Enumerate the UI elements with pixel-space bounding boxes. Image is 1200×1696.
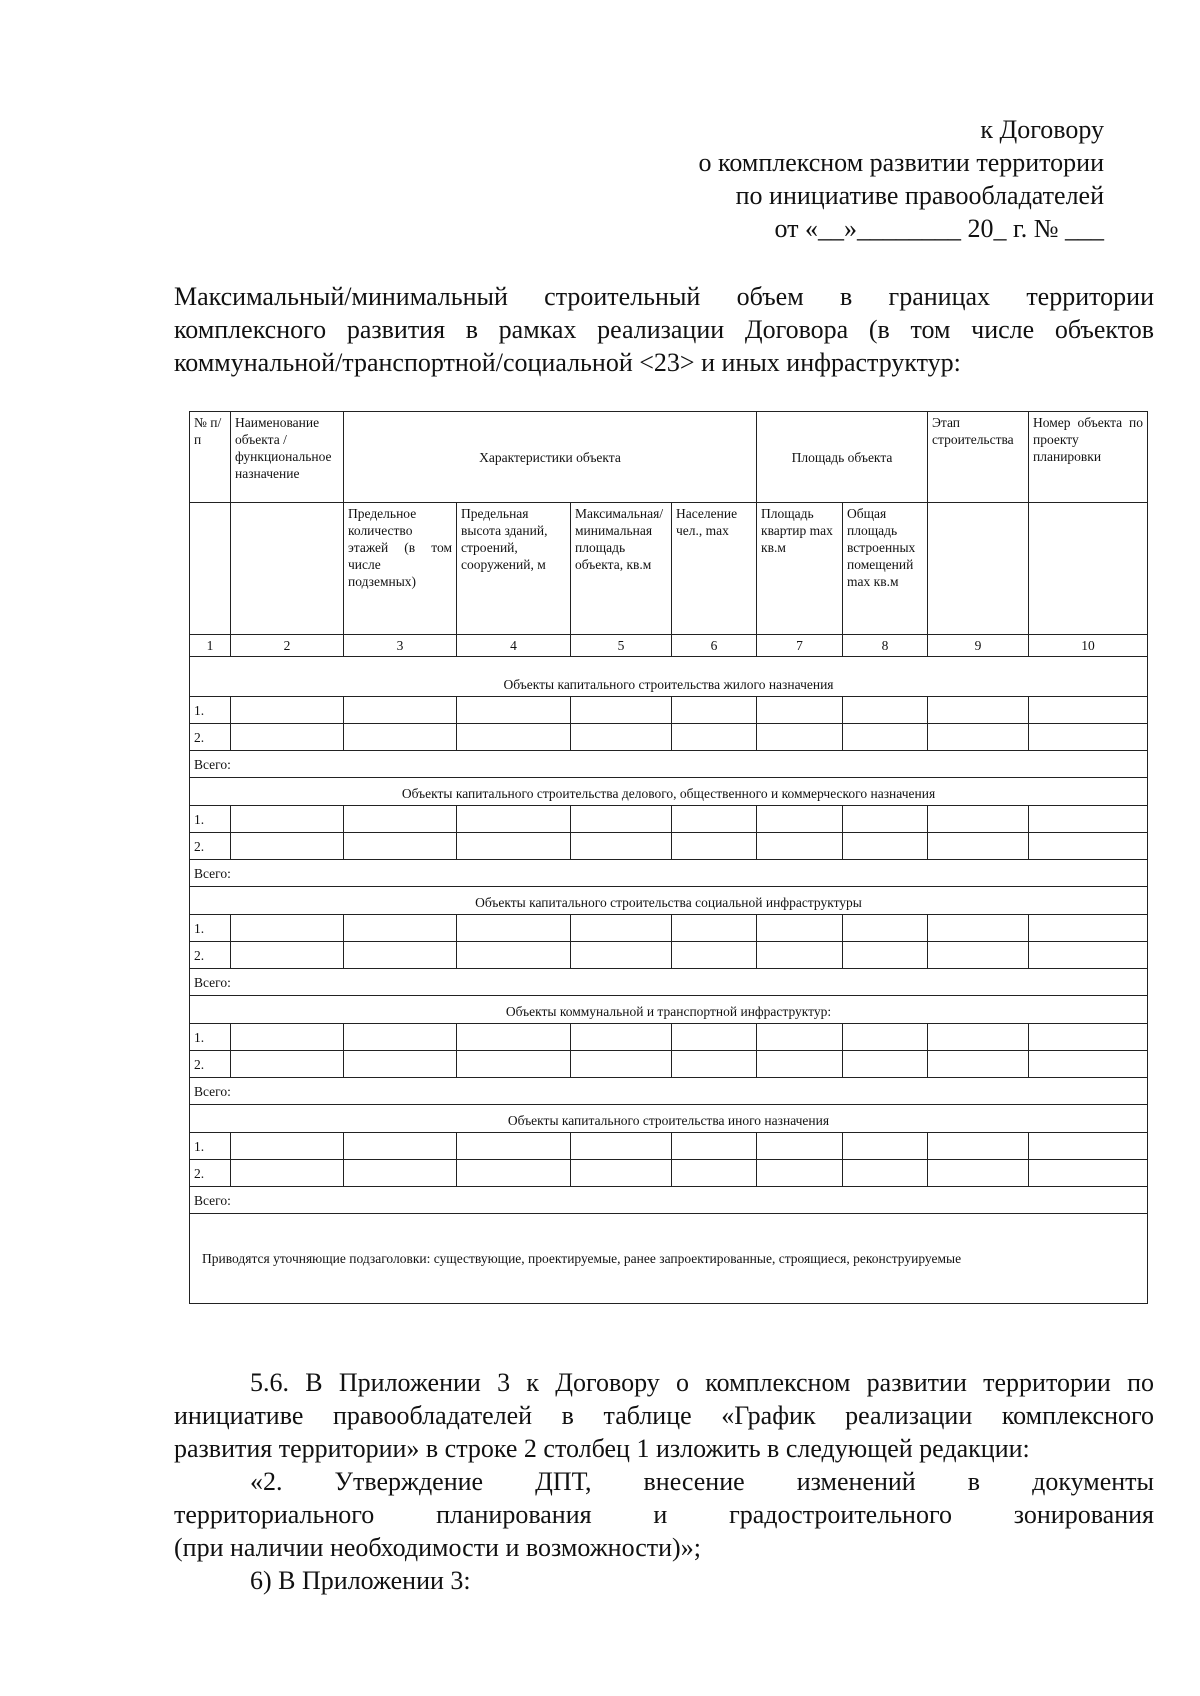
table-row — [190, 942, 1148, 969]
title-line-1: Максимальный/минимальный строительный объем в границах территории — [174, 282, 1154, 311]
title-line-2: комплексного развития в рамках реализации Договора (в том числе объектов — [174, 315, 1154, 344]
section-heading-row — [190, 887, 1148, 915]
subheader-population: Население чел., max — [672, 503, 757, 635]
table-row — [190, 1024, 1148, 1051]
column-number: 8 — [843, 635, 928, 657]
table-note: Приводятся уточняющие подзаголовки: существующие, проектируемые, ранее запроектированные, строящиеся, реконструируемые — [190, 1214, 1148, 1304]
section-heading-row — [190, 996, 1148, 1024]
column-number: 7 — [757, 635, 843, 657]
column-number: 4 — [457, 635, 571, 657]
col-header-number: № п/ п — [190, 412, 231, 503]
table-row — [190, 1133, 1148, 1160]
total-label: Всего: — [190, 1078, 1148, 1105]
col-header-name: Наименование объекта /функциональное назначение — [231, 412, 344, 503]
row-number: 1. — [190, 915, 231, 942]
section-heading: Объекты коммунальной и транспортной инфраструктур: — [190, 996, 1148, 1024]
column-number: 5 — [571, 635, 672, 657]
total-row — [190, 1078, 1148, 1105]
paragraph-6: 6) В Приложении 3: — [250, 1566, 471, 1595]
header-line-2: о комплексном развитии территории — [698, 148, 1104, 177]
volume-table — [189, 411, 1148, 1304]
column-number: 6 — [672, 635, 757, 657]
row-number: 2. — [190, 1160, 231, 1187]
subheader-height: Предельная высота зданий, строений, сооружений, м — [457, 503, 571, 635]
column-number: 10 — [1029, 635, 1148, 657]
table-row — [190, 724, 1148, 751]
column-numbers-row — [190, 635, 1148, 657]
section-heading: Объекты капитального строительства иного назначения — [190, 1105, 1148, 1133]
row-number: 1. — [190, 1024, 231, 1051]
column-number: 2 — [231, 635, 344, 657]
table-row — [190, 1051, 1148, 1078]
section-heading-row — [190, 778, 1148, 806]
quote-line-3: (при наличии необходимости и возможности)»; — [174, 1533, 701, 1562]
subheader-floors: Предельное количество этажей (в том числе подземных) — [344, 503, 457, 635]
row-number: 1. — [190, 697, 231, 724]
total-row — [190, 969, 1148, 996]
total-row — [190, 1187, 1148, 1214]
table-subheader-row — [190, 503, 1148, 635]
appendix-header — [699, 113, 1104, 245]
total-row — [190, 751, 1148, 778]
subheader-builtin-area: Общая площадь встроенных помещений max кв.м — [843, 503, 928, 635]
note-row — [190, 1214, 1148, 1304]
column-number: 1 — [190, 635, 231, 657]
section-heading: Объекты капитального строительства социальной инфраструктуры — [190, 887, 1148, 915]
header-line-3: по инициативе правообладателей — [735, 181, 1104, 210]
table-header-row — [190, 412, 1148, 503]
table-row — [190, 806, 1148, 833]
section-heading: Объекты капитального строительства жилого назначения — [190, 657, 1148, 697]
column-number: 9 — [928, 635, 1029, 657]
section-heading-row — [190, 657, 1148, 697]
quote-line-1: «2. Утверждение ДПТ, внесение изменений в документы — [250, 1467, 1154, 1496]
row-number: 1. — [190, 1133, 231, 1160]
quote-line-2: территориального планирования и градостроительного зонирования — [174, 1500, 1154, 1529]
section-heading-row — [190, 1105, 1148, 1133]
subheader-flats-area: Площадь квартир max кв.м — [757, 503, 843, 635]
paragraph-5-6-line-2: инициативе правообладателей в таблице «График реализации комплексного — [174, 1401, 1154, 1430]
paragraph-5-6-line-1: 5.6. В Приложении 3 к Договору о комплексном развитии территории по — [250, 1368, 1154, 1397]
header-line-1: к Договору — [980, 115, 1104, 144]
total-label: Всего: — [190, 860, 1148, 887]
title-line-3: коммунальной/транспортной/социальной <23> и иных инфраструктур: — [174, 348, 961, 377]
table-row — [190, 915, 1148, 942]
col-header-characteristics: Характеристики объекта — [344, 412, 757, 503]
total-label: Всего: — [190, 751, 1148, 778]
section-title — [174, 280, 1154, 379]
col-header-stage: Этап строительства — [928, 412, 1029, 503]
table-row — [190, 833, 1148, 860]
subheader-maxmin-area: Максимальная/минимальная площадь объекта, кв.м — [571, 503, 672, 635]
col-header-area: Площадь объекта — [757, 412, 928, 503]
table-row — [190, 697, 1148, 724]
row-number: 2. — [190, 833, 231, 860]
row-number: 2. — [190, 942, 231, 969]
column-number: 3 — [344, 635, 457, 657]
total-row — [190, 860, 1148, 887]
paragraph-5-6-line-3: развития территории» в строке 2 столбец 1 изложить в следующей редакции: — [174, 1434, 1030, 1463]
total-label: Всего: — [190, 969, 1148, 996]
total-label: Всего: — [190, 1187, 1148, 1214]
header-line-4: от «__»________ 20_ г. № ___ — [774, 214, 1104, 243]
row-number: 2. — [190, 724, 231, 751]
table-row — [190, 1160, 1148, 1187]
row-number: 1. — [190, 806, 231, 833]
amendment-text — [174, 1366, 1154, 1597]
section-heading: Объекты капитального строительства делового, общественного и коммерческого назначения — [190, 778, 1148, 806]
row-number: 2. — [190, 1051, 231, 1078]
col-header-plan-number: Номер объекта по проекту планировки — [1029, 412, 1148, 503]
